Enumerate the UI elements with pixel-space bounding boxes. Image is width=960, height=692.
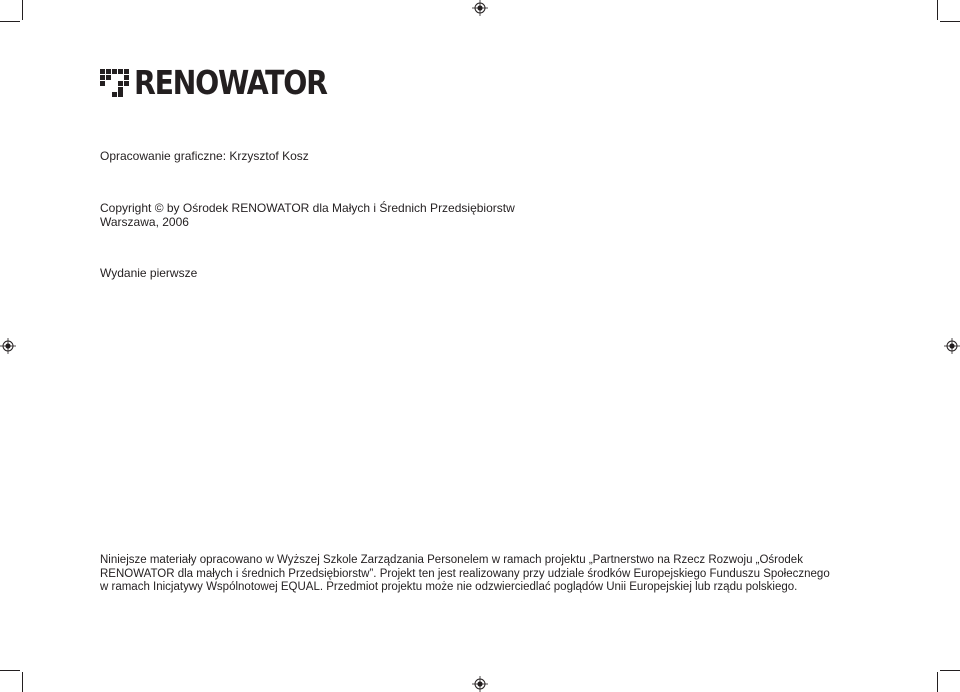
registration-mark-icon <box>944 338 960 354</box>
registration-mark-icon <box>472 676 488 692</box>
copyright-line: Copyright © by Ośrodek RENOWATOR dla Małych i Średnich Przedsiębiorstw <box>100 201 515 215</box>
crop-mark-bottom-left-h <box>0 670 20 671</box>
crop-mark-top-left <box>22 0 23 20</box>
graphic-design-credit: Opracowanie graficzne: Krzysztof Kosz <box>100 149 309 163</box>
dotted-seven-mark-icon <box>100 69 130 97</box>
note-line: w ramach Inicjatywy Wspólnotowej EQUAL. Przedmiot projektu może nie odzwierciedlać poglądów Unii Europejskiej lub rządu polskiego. <box>100 581 798 593</box>
project-note-paragraph <box>100 554 880 595</box>
note-line: RENOWATOR dla małych i średnich Przedsiębiorstw”. Projekt ten jest realizowany przy udziale środków Europejskiego Funduszu Społecznego <box>100 567 830 580</box>
logo-wordmark: RENOWATOR <box>134 63 327 102</box>
crop-mark-top-left-h <box>0 21 20 22</box>
crop-mark-bottom-right-h <box>940 670 960 671</box>
registration-mark-icon <box>472 0 488 16</box>
note-line: Niniejsze materiały opracowano w Wyższej Szkole Zarządzania Personelem w ramach projektu „Partnerstwo na Rzecz Rozwoju „Ośrodek <box>100 554 803 566</box>
crop-mark-top-right-h <box>940 21 960 22</box>
place-year-line: Warszawa, 2006 <box>100 215 189 229</box>
crop-mark-bottom-left <box>22 672 23 692</box>
crop-mark-bottom-right <box>937 672 938 692</box>
edition-line: Wydanie pierwsze <box>100 266 198 280</box>
renowator-logo <box>100 63 358 102</box>
registration-mark-icon <box>0 338 16 354</box>
crop-mark-top-right <box>937 0 938 20</box>
